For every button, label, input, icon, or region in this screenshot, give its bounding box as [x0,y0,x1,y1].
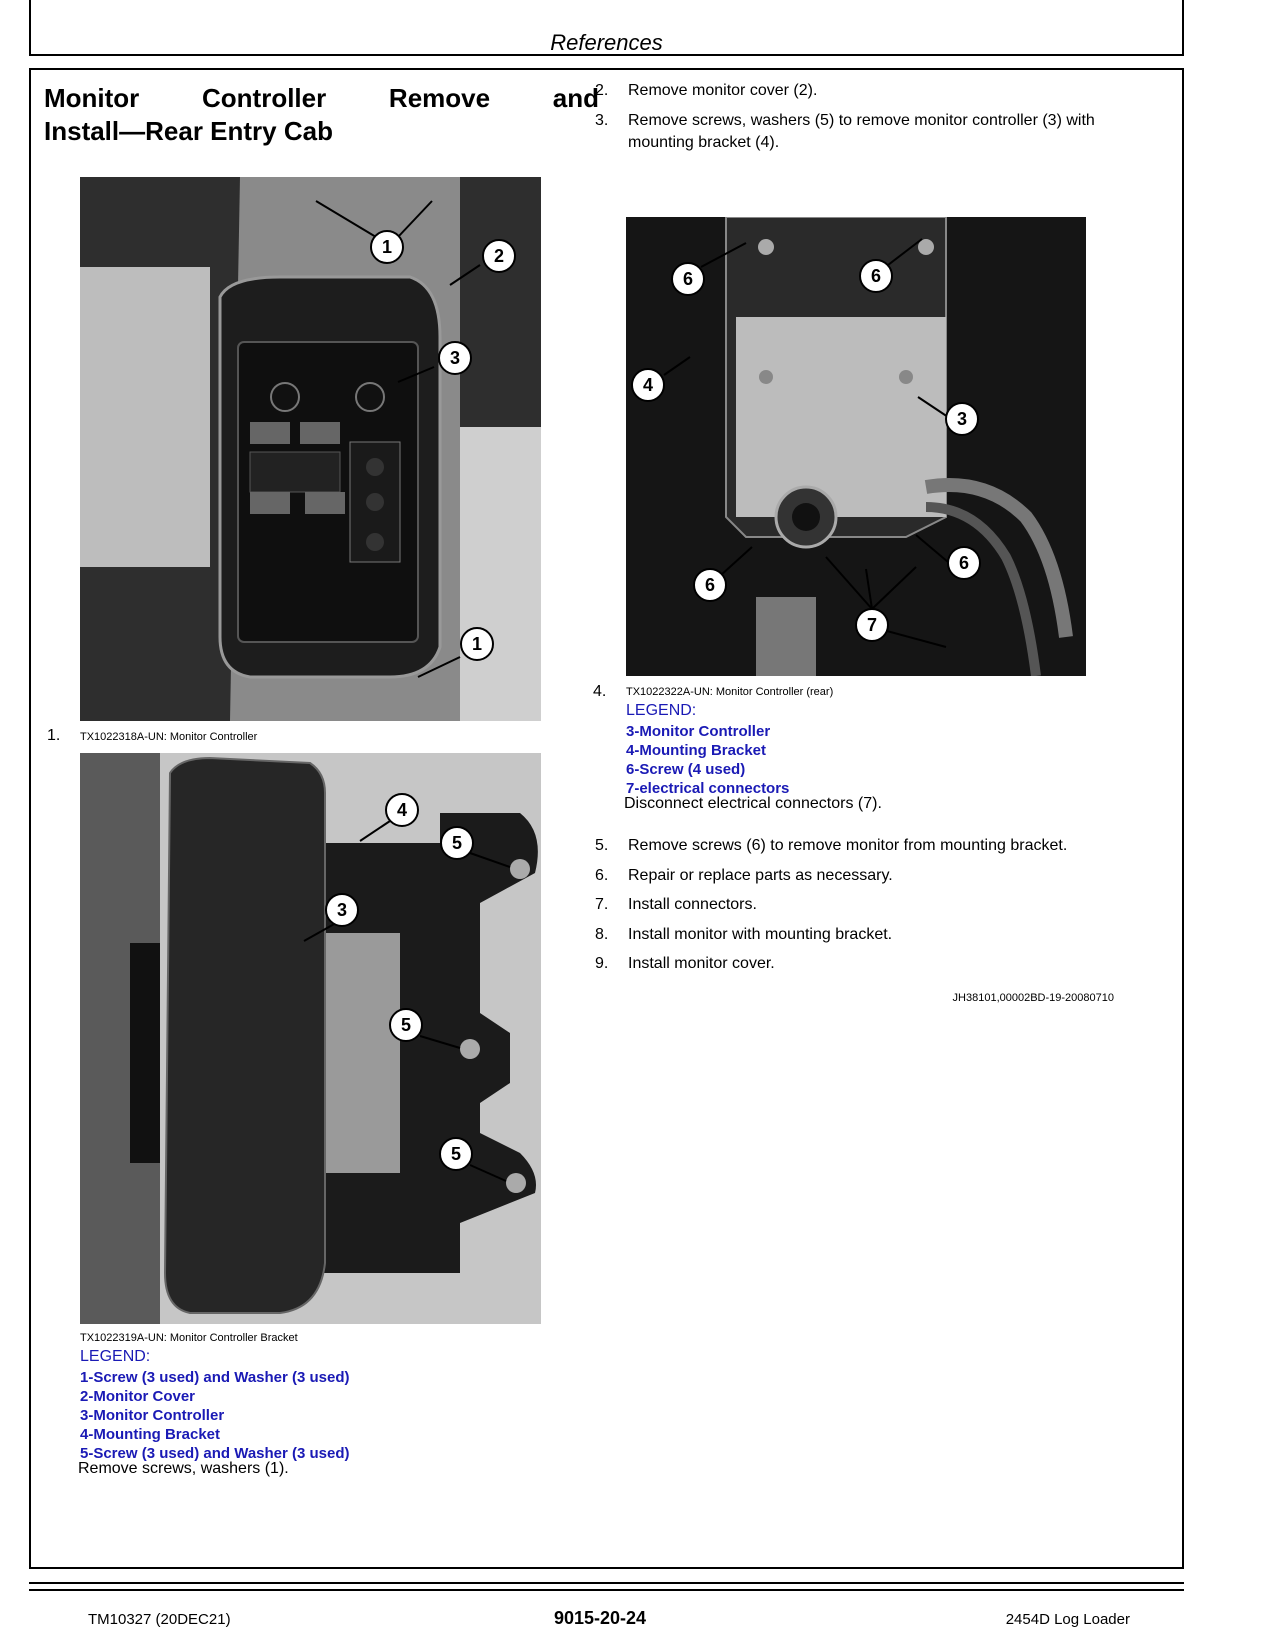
callout-5c [440,1138,472,1170]
legend-item: 7-electrical connectors [626,780,790,797]
section-title [44,82,599,148]
title-word: Controller [202,83,327,113]
footer-page-number: 9015-20-24 [553,1608,647,1628]
step-item [595,953,1125,975]
step-number: 3. [595,112,609,129]
step-text: Remove screws, washers (5) to remove monitor controller (3) with mounting bracket (4). [628,112,1095,151]
instruction-text: Disconnect electrical connectors (7). [624,795,882,812]
figure-caption: TX1022322A-UN: Monitor Controller (rear) [626,686,834,698]
step-number: 8. [595,926,609,943]
svg-text:3: 3 [336,900,348,920]
footer-product-name: 2454D Log Loader [1005,1611,1130,1628]
callout-2 [483,240,515,272]
step-number: 2. [595,82,609,99]
svg-text:6: 6 [682,269,694,289]
legend-item: 6-Screw (4 used) [626,761,746,778]
figure-monitor-bracket-photo [80,753,541,1324]
figure-monitor-rear-photo [626,217,1086,676]
step-number: 6. [595,867,609,884]
svg-text:4: 4 [396,800,408,820]
legend-item: 2-Monitor Cover [80,1388,196,1405]
footer-rule [29,1582,1184,1584]
svg-text:3: 3 [449,348,461,368]
svg-text:2: 2 [493,246,505,266]
svg-text:6: 6 [958,553,970,573]
legend-list [626,722,789,798]
title-word: Monitor [44,83,140,113]
footer-rule [29,1589,1184,1591]
callout-4 [386,794,418,826]
figure-number: 4. [593,683,607,700]
step-number: 9. [595,955,609,972]
reference-id: JH38101,00002BD-19-20080710 [952,992,1114,1004]
svg-text:5: 5 [400,1015,412,1035]
callout-6b [860,260,892,292]
title-word: and [552,83,599,113]
callout-3 [439,342,471,374]
figure-monitor-controller-photo [80,177,541,721]
step-text: Repair or replace parts as necessary. [628,867,893,884]
callout-5 [441,827,473,859]
title-line-2: Install—Rear Entry Cab [44,116,333,146]
step-text: Install monitor cover. [628,955,775,972]
title-word: Remove [388,83,491,113]
callout-5b [390,1009,422,1041]
svg-text:7: 7 [866,615,878,635]
step-item [595,110,1125,154]
figure-caption: TX1022319A-UN: Monitor Controller Bracket [80,1332,298,1344]
step-item [595,924,1125,946]
svg-text:6: 6 [870,266,882,286]
svg-text:3: 3 [956,409,968,429]
legend-item: 1-Screw (3 used) and Washer (3 used) [80,1369,350,1386]
step-item [595,894,1125,916]
callout-6 [672,263,704,295]
footer-doc-id: TM10327 (20DEC21) [88,1611,231,1628]
figure-caption: TX1022318A-UN: Monitor Controller [80,731,258,743]
legend-item: 4-Mounting Bracket [80,1426,221,1443]
callout-3 [946,403,978,435]
svg-text:6: 6 [704,575,716,595]
callout-6c [694,569,726,601]
callout-6d [948,547,980,579]
step-text: Install connectors. [628,896,757,913]
legend-item: 3-Monitor Controller [80,1407,225,1424]
legend-item: 4-Mounting Bracket [626,742,767,759]
step-item [595,835,1125,857]
legend-item: 3-Monitor Controller [626,723,771,740]
step-item [595,865,1125,887]
legend-list [80,1368,350,1463]
legend-title: LEGEND: [626,702,697,719]
step-number: 7. [595,896,609,913]
callout-1b [461,628,493,660]
step-text: Remove screws (6) to remove monitor from mounting bracket. [628,837,1068,854]
step-text: Install monitor with mounting bracket. [628,926,893,943]
legend-title: LEGEND: [80,1348,151,1365]
figure-number: 1. [47,727,61,744]
svg-text:1: 1 [381,237,393,257]
header-title: References [550,30,663,55]
step-text: Remove monitor cover (2). [628,82,818,99]
callout-3 [326,894,358,926]
callout-1 [371,231,403,263]
legend-item: 5-Screw (3 used) and Washer (3 used) [80,1445,350,1462]
svg-text:4: 4 [642,375,654,395]
instruction-text: Remove screws, washers (1). [78,1460,289,1477]
step-number: 5. [595,837,609,854]
step-item [595,80,1125,102]
svg-text:1: 1 [471,634,483,654]
svg-text:5: 5 [450,1144,462,1164]
callout-4 [632,369,664,401]
svg-text:5: 5 [451,833,463,853]
callout-7 [856,609,888,641]
